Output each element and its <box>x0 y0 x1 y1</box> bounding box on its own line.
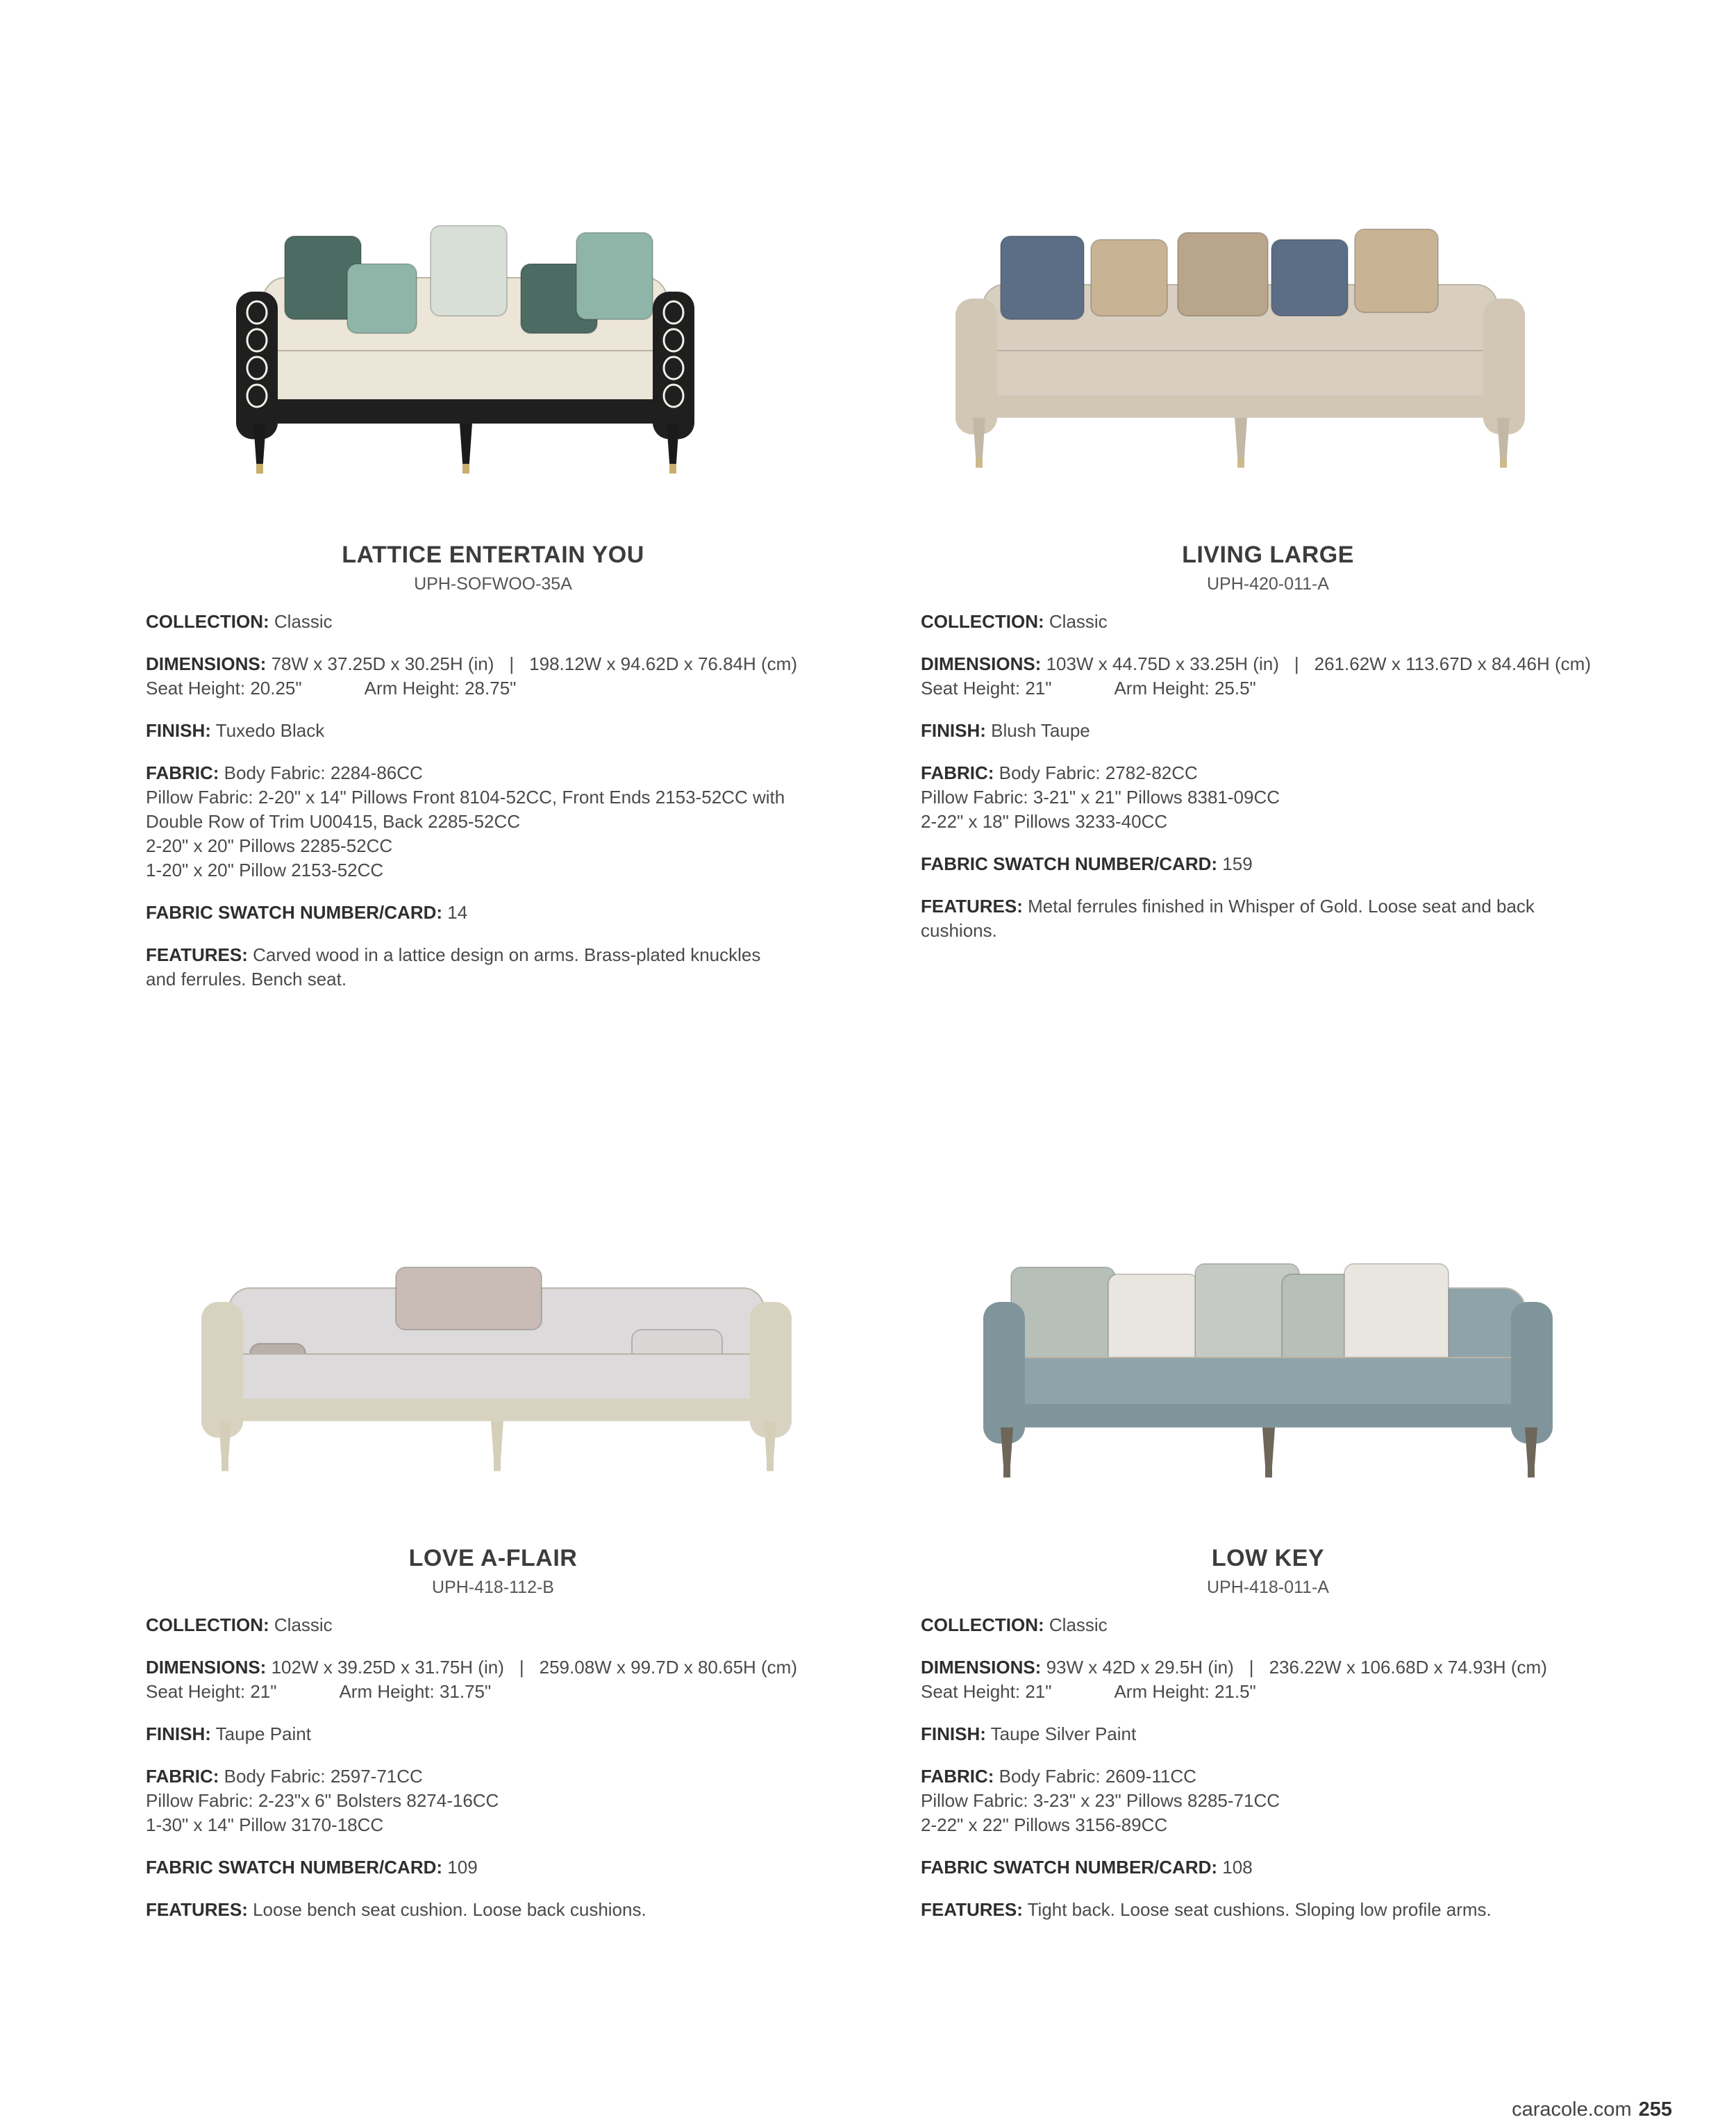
finish-spec: FINISH: Blush Taupe <box>921 720 1090 741</box>
pillow <box>431 226 507 316</box>
leg-ferrule <box>669 464 676 474</box>
leg-ferrule <box>222 1462 228 1471</box>
leg-ferrule <box>256 464 263 474</box>
finish-spec: FINISH: Tuxedo Black <box>146 720 325 741</box>
leg-ferrule <box>1237 458 1244 468</box>
pillow <box>1001 236 1084 319</box>
product-card <box>146 1198 840 1922</box>
dimensions-spec: DIMENSIONS: 103W x 44.75D x 33.25H (in) | 261.62W x 113.67D x 84.46H (cm) Seat Height: 21" Arm Height: 25.5" <box>921 653 1591 699</box>
product-photo <box>146 194 840 535</box>
page-footer <box>1512 2098 1672 2121</box>
sofa-base <box>243 399 687 424</box>
left-arm <box>955 299 997 435</box>
sofa-base <box>990 1404 1546 1428</box>
features-spec: FEATURES: Loose bench seat cushion. Loose back cushions. <box>146 1899 646 1920</box>
seat-cushion <box>257 351 674 403</box>
seat-cushion <box>222 1354 771 1402</box>
features-spec: FEATURES: Carved wood in a lattice design on arms. Brass-plated knuckles and ferrules. Bench seat. <box>146 944 761 989</box>
pillow <box>1271 240 1348 316</box>
features-spec: FEATURES: Tight back. Loose seat cushions. Sloping low profile arms. <box>921 1899 1492 1920</box>
seat-cushion <box>1004 1357 1532 1407</box>
pillow <box>1178 233 1268 316</box>
product-name: LOVE A-FLAIR <box>408 1545 578 1571</box>
fabric-spec: FABRIC: Body Fabric: 2782-82CC Pillow Fabric: 3-21" x 21" Pillows 8381-09CC 2-22" x 18" Pillows 3233-40CC <box>921 762 1280 832</box>
pillow <box>1344 1264 1449 1368</box>
finish-spec: FINISH: Taupe Paint <box>146 1723 311 1744</box>
swatch-spec: FABRIC SWATCH NUMBER/CARD: 159 <box>921 853 1253 874</box>
pillow <box>576 233 653 319</box>
product-card <box>921 194 1615 943</box>
right-arm <box>653 292 694 440</box>
sofa-base <box>208 1398 785 1421</box>
product-card <box>146 194 840 992</box>
product-name: LOW KEY <box>1211 1545 1325 1571</box>
sofa-base <box>962 395 1518 417</box>
page-number: 255 <box>1638 2098 1672 2121</box>
product-name: LIVING LARGE <box>1182 542 1354 568</box>
left-arm <box>201 1302 243 1438</box>
collection-spec: COLLECTION: Classic <box>146 611 333 632</box>
website-link[interactable]: caracole.com <box>1512 2098 1632 2121</box>
product-name: LATTICE ENTERTAIN YOU <box>342 542 644 568</box>
product-sku: UPH-418-011-A <box>1206 1578 1329 1597</box>
fabric-spec: FABRIC: Body Fabric: 2597-71CC Pillow Fabric: 2-23"x 6" Bolsters 8274-16CC 1-30" x 14" Pillow 3170-18CC <box>146 1766 499 1835</box>
pillow <box>347 264 417 333</box>
fabric-spec: FABRIC: Body Fabric: 2609-11CC Pillow Fabric: 3-23" x 23" Pillows 8285-71CC 2-22" x 22" Pillows 3156-89CC <box>921 1766 1280 1835</box>
leg-ferrule <box>1500 458 1507 468</box>
product-photo <box>921 1198 1615 1538</box>
leg-ferrule <box>494 1462 501 1471</box>
product-sku: UPH-SOFWOO-35A <box>414 574 572 594</box>
leg-ferrule <box>976 458 983 468</box>
finish-spec: FINISH: Taupe Silver Paint <box>921 1723 1137 1744</box>
features-spec: FEATURES: Metal ferrules finished in Whisper of Gold. Loose seat and back cushions. <box>921 896 1535 941</box>
dimensions-spec: DIMENSIONS: 102W x 39.25D x 31.75H (in) | 259.08W x 99.7D x 80.65H (cm) Seat Height: 21" Arm Height: 31.75" <box>146 1657 798 1702</box>
pillow <box>1011 1267 1115 1371</box>
left-arm <box>983 1302 1025 1444</box>
product-sku: UPH-420-011-A <box>1206 574 1329 594</box>
dimensions-spec: DIMENSIONS: 78W x 37.25D x 30.25H (in) | 198.12W x 94.62D x 76.84H (cm) Seat Height: 20.25" Arm Height: 28.75" <box>146 653 797 699</box>
right-arm <box>1483 299 1525 435</box>
right-arm <box>1511 1302 1553 1444</box>
swatch-spec: FABRIC SWATCH NUMBER/CARD: 108 <box>921 1857 1253 1878</box>
pillow <box>1355 229 1438 312</box>
leg-ferrule <box>767 1462 774 1471</box>
product-sku: UPH-418-112-B <box>431 1578 554 1597</box>
collection-spec: COLLECTION: Classic <box>921 1614 1108 1635</box>
fabric-spec: FABRIC: Body Fabric: 2284-86CC Pillow Fabric: 2-20" x 14" Pillows Front 8104-52CC, Front Ends 2153-52CC with Double Row of Trim U00415, Back 2285-52CC 2-20" x 20" Pillows 2285-52CC 1-20" x 20" Pillow 2153-52CC <box>146 762 785 880</box>
right-arm <box>750 1302 792 1438</box>
pillow <box>1091 240 1167 316</box>
leg-ferrule <box>1528 1468 1535 1478</box>
product-photo <box>146 1198 840 1538</box>
swatch-spec: FABRIC SWATCH NUMBER/CARD: 14 <box>146 902 468 923</box>
leg-ferrule <box>1003 1468 1010 1478</box>
left-arm <box>236 292 278 440</box>
collection-spec: COLLECTION: Classic <box>921 611 1108 632</box>
leg-ferrule <box>1265 1468 1272 1478</box>
leg-ferrule <box>462 464 469 474</box>
swatch-spec: FABRIC SWATCH NUMBER/CARD: 109 <box>146 1857 478 1878</box>
product-photo <box>921 194 1615 535</box>
product-card <box>921 1198 1615 1922</box>
seat-cushion <box>976 351 1504 399</box>
collection-spec: COLLECTION: Classic <box>146 1614 333 1635</box>
dimensions-spec: DIMENSIONS: 93W x 42D x 29.5H (in) | 236.22W x 106.68D x 74.93H (cm) Seat Height: 21" Arm Height: 21.5" <box>921 1657 1547 1702</box>
pillow <box>396 1267 542 1330</box>
